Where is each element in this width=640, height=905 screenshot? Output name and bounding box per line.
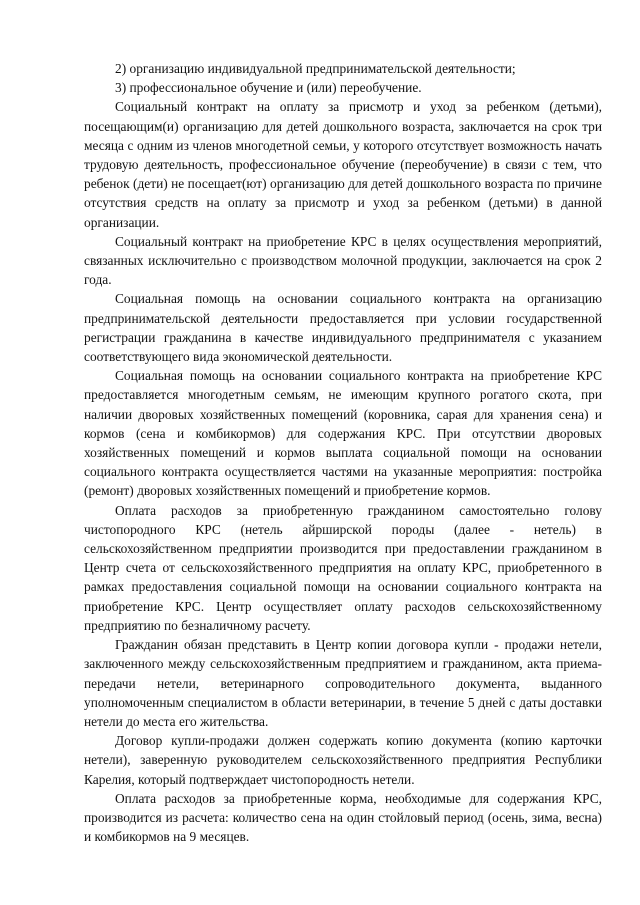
paragraph: 2) организацию индивидуальной предпринимательской деятельности; xyxy=(115,61,516,76)
paragraph: Договор купли-продажи должен содержать копию документа (копию карточки нетели), заверенную руководителем сельскохозяйственного предприятия Республики Карелия, который подтверждает чистопородность нетели. xyxy=(84,733,602,787)
paragraph: Социальная помощь на основании социального контракта на приобретение КРС предоставляется многодетным семьям, не имеющим крупного рогатого скота, при наличии дворовых хозяйственных помещений (коровника, сарая для хранения сена) и кормов (сена и комбикормов) для содержания КРС. При отсутствии дворовых хозяйственных помещений и кормов выплата социальной помощи на основании социального контракта осуществляется частями на указанные мероприятия: постройка (ремонт) дворовых хозяйственных помещений и приобретение кормов. xyxy=(84,368,602,499)
paragraph: Социальный контракт на оплату за присмотр и уход за ребенком (детьми), посещающим(и) организацию для детей дошкольного возраста, заключается на срок три месяца с одним из членов многодетной семьи, у которого отсутствует возможность начать трудовую деятельность, профессиональное обучение (переобучение) в связи с тем, что ребенок (дети) не посещает(ют) организацию для детей дошкольного возраста по причине отсутствия средств на оплату за присмотр и уход за ребенком (детьми) в данной организации. xyxy=(84,99,602,230)
paragraph: Оплата расходов за приобретенные корма, необходимые для содержания КРС, производится из расчета: количество сена на один стойловый период (осень, зима, весна) и комбикормов на 9 месяцев. xyxy=(84,790,602,845)
paragraph: Гражданин обязан представить в Центр копии договора купли - продажи нетели, заключенного между сельскохозяйственным предприятием и гражданином, акта приема-передачи нетели, ветеринарного сопроводительного документа, выданного уполномоченным специалистом в области ветеринарии, в течение 5 дней с даты доставки нетели до места его жительства. xyxy=(84,637,602,729)
paragraph: Оплата расходов за приобретенную гражданином самостоятельно голову чистопородного КРС (нетель айрширской породы (далее - нетель) в сельскохозяйственном предприятии производится при предоставлении гражданином в Центр счета от сельскохозяйственного предприятия на оплату КРС, приобретенного в рамках предоставления социальной помощи на основании социального контракта на приобретение КРС. Центр осуществляет оплату расходов сельскохозяйственному предприятию по безналичному расчету. xyxy=(84,502,602,633)
paragraph: Социальная помощь на основании социального контракта на организацию предпринимательской деятельности предоставляется при условии государственной регистрации гражданина в качестве индивидуального предпринимателя с указанием соответствующего вида экономической деятельности. xyxy=(84,291,602,365)
document-body xyxy=(84,59,602,846)
paragraph: Социальный контракт на приобретение КРС в целях осуществления мероприятий, связанных исключительно с производством молочной продукции, заключается на срок 2 года. xyxy=(84,233,602,288)
paragraph: 3) профессиональное обучение и (или) переобучение. xyxy=(115,80,422,96)
